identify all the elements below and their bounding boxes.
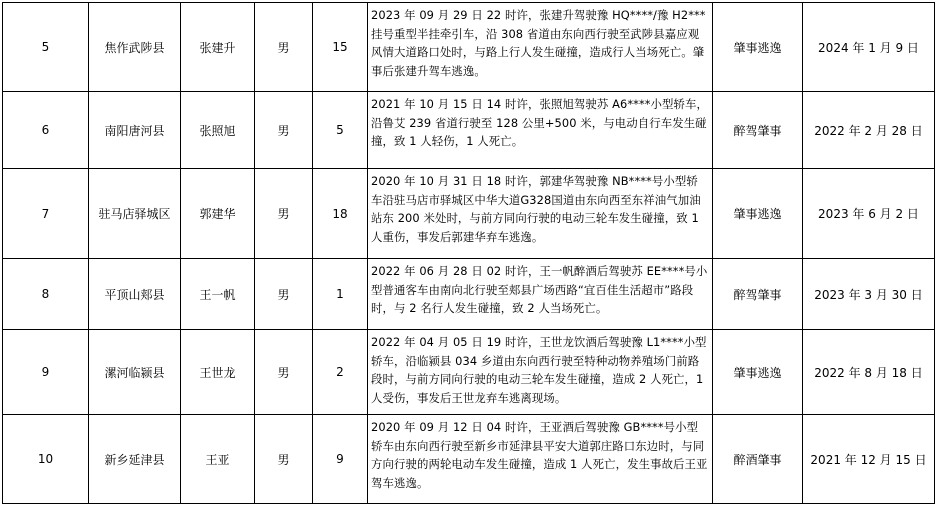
violation-type-cell: 肇事逃逸 (713, 169, 803, 259)
description-cell: 2021 年 10 月 15 日 14 时许，张照旭驾驶苏 A6****小型轿车，沿鲁艾 239 省道行驶至 128 公里+500 米，与电动自行车发生碰撞，致 1 人轻伤，1 人死亡。 (368, 92, 713, 169)
date-cell: 2023 年 3 月 30 日 (803, 259, 935, 330)
table-row (3, 415, 935, 504)
name-cell: 王一帆 (181, 259, 255, 330)
row-number: 7 (3, 169, 89, 259)
location-cell: 平顶山郏县 (89, 259, 181, 330)
description-cell: 2022 年 06 月 28 日 02 时许，王一帆醉酒后驾驶苏 EE****号小型普通客车由南向北行驶至郏县广场西路“宜百佳生活超市”路段时，与 2 名行人发生碰撞，致 2 人当场死亡。 (368, 259, 713, 330)
violation-type-cell: 醉驾肇事 (713, 92, 803, 169)
date-cell: 2022 年 8 月 18 日 (803, 330, 935, 415)
name-cell: 郭建华 (181, 169, 255, 259)
gender-cell: 男 (255, 259, 313, 330)
gender-cell: 男 (255, 169, 313, 259)
date-cell: 2023 年 6 月 2 日 (803, 169, 935, 259)
row-number: 9 (3, 330, 89, 415)
points-cell: 15 (313, 3, 368, 92)
violations-table (2, 2, 935, 504)
name-cell: 王世龙 (181, 330, 255, 415)
row-number: 10 (3, 415, 89, 504)
points-cell: 5 (313, 92, 368, 169)
location-cell: 驻马店驿城区 (89, 169, 181, 259)
name-cell: 王亚 (181, 415, 255, 504)
gender-cell: 男 (255, 330, 313, 415)
violation-type-cell: 肇事逃逸 (713, 3, 803, 92)
date-cell: 2024 年 1 月 9 日 (803, 3, 935, 92)
table-row (3, 330, 935, 415)
row-number: 6 (3, 92, 89, 169)
violation-type-cell: 醉驾肇事 (713, 259, 803, 330)
row-number: 8 (3, 259, 89, 330)
date-cell: 2022 年 2 月 28 日 (803, 92, 935, 169)
violation-type-cell: 醉酒肇事 (713, 415, 803, 504)
description-cell: 2020 年 09 月 12 日 04 时许，王亚酒后驾驶豫 GB****号小型轿车由东向西行驶至新乡市延津县平安大道郭庄路口东边时，与同方向行驶的两轮电动车发生碰撞，造成 1 人死亡，发生事故后王亚驾车逃逸。 (368, 415, 713, 504)
gender-cell: 男 (255, 3, 313, 92)
date-cell: 2021 年 12 月 15 日 (803, 415, 935, 504)
location-cell: 新乡延津县 (89, 415, 181, 504)
description-cell: 2020 年 10 月 31 日 18 时许，郭建华驾驶豫 NB****号小型轿车沿驻马店市驿城区中华大道G328国道由东向西至东祥油气加油站东 200 米处时，与前方同向行驶的电动三轮车发生碰撞，致 1 人重伤，事发后郭建华弃车逃逸。 (368, 169, 713, 259)
name-cell: 张建升 (181, 3, 255, 92)
points-cell: 18 (313, 169, 368, 259)
table-row (3, 92, 935, 169)
points-cell: 9 (313, 415, 368, 504)
table-row (3, 169, 935, 259)
location-cell: 焦作武陟县 (89, 3, 181, 92)
gender-cell: 男 (255, 92, 313, 169)
row-number: 5 (3, 3, 89, 92)
description-cell: 2022 年 04 月 05 日 19 时许，王世龙饮酒后驾驶豫 L1****小型轿车，沿临颍县 034 乡道由东向西行驶至特种动物养殖场门前路段时，与前方同向行驶的电动三轮车发生碰撞，造成 2 人死亡，1 人受伤，事发后王世龙弃车逃离现场。 (368, 330, 713, 415)
description-cell: 2023 年 09 月 29 日 22 时许，张建升驾驶豫 HQ****/豫 H2***挂号重型半挂牵引车，沿 308 省道由东向西行驶至武陟县嘉应观风情大道路口处时，与路上行人发生碰撞，造成行人当场死亡。肇事后张建升驾车逃逸。 (368, 3, 713, 92)
points-cell: 2 (313, 330, 368, 415)
name-cell: 张照旭 (181, 92, 255, 169)
violation-type-cell: 肇事逃逸 (713, 330, 803, 415)
table-row (3, 3, 935, 92)
points-cell: 1 (313, 259, 368, 330)
location-cell: 南阳唐河县 (89, 92, 181, 169)
gender-cell: 男 (255, 415, 313, 504)
location-cell: 漯河临颍县 (89, 330, 181, 415)
table-row (3, 259, 935, 330)
